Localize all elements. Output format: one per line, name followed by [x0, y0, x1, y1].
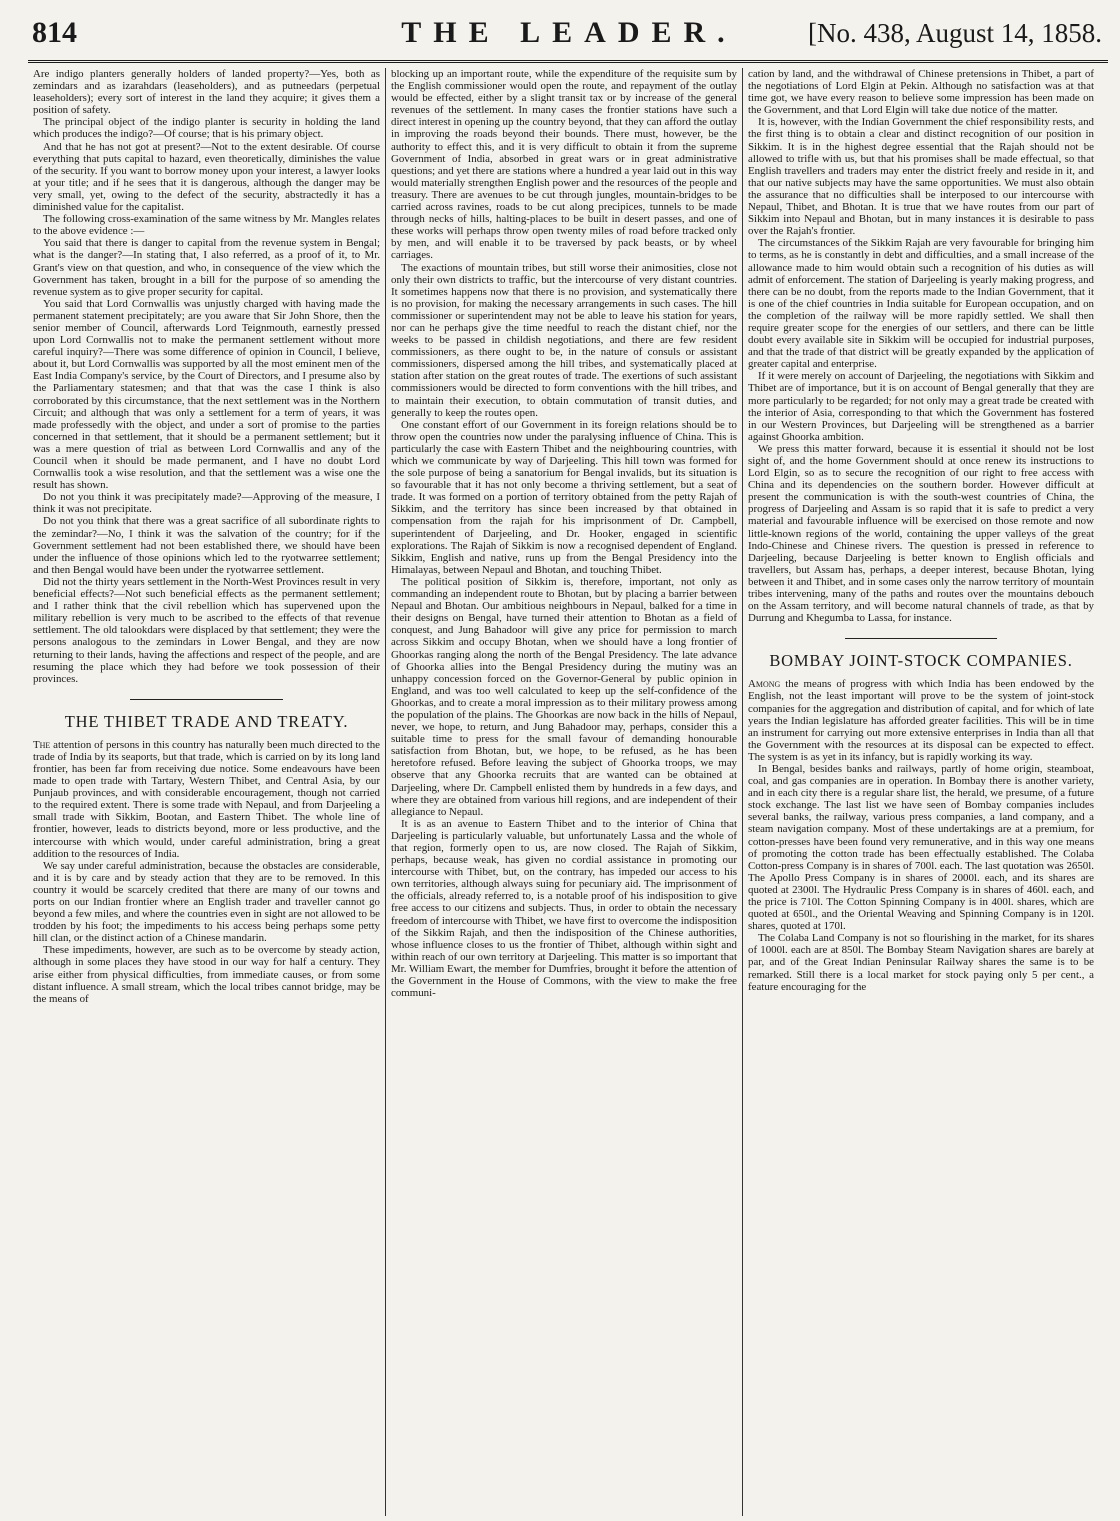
- paragraph: Do not you think that there was a great sacrifice of all subordinate rights to the zemindar?—No, I think it was the salvation of the country; for if the Government settlement had not been established there, we should have been under the influence of those opinions which led to the ryotwarree settlement; and then Bengal would have been under the ryotwarree settlement.: [33, 515, 380, 576]
- article-columns: [28, 68, 1112, 1516]
- column-3: [742, 68, 1099, 1516]
- paragraph: We say under careful administration, because the obstacles are considerable, and it is by care and by steady action that they are to be removed. In this country it would be scarcely credited that there are many of our towns and ports on our Indian frontier where an English trader and traveller cannot go beyond a few miles, and where the countries even in sight are not allowed to be trodden by his foot; the impediments to his access being perhaps some petty hill clan, or the distinct action of a Chinese mandarin.: [33, 859, 380, 945]
- paragraph: And that he has not got at present?—Not to the extent desirable. Of course everything that puts capital to hazard, even theoretically, diminishes the value of the security. If you want to borrow money upon your interest, a lawyer looks at your title; and if he sees that it is dangerous, although the danger may be very small, yet, owing to the defect of the security, abstractedly it has a diminished value for the capitalist.: [33, 140, 380, 214]
- paragraph: It is as an avenue to Eastern Thibet and to the interior of China that Darjeeling is particularly valuable, but unfortunately Lassa and the whole of that region, formerly open to us, are now closed. The Rajah of Sikkim, perhaps, because weak, has given no cordial assistance in promoting our intercourse with Thibet, but, on the contrary, has impeded our access to his own territories, although always suing for pecuniary aid. The imprisonment of the officials, already referred to, is a notable proof of his indisposition to give free access to our citizens and subjects. Thus, in order to obtain the necessary freedom of intercourse with Thibet, we have first to overcome the indisposition of the Sikkim Rajah, and then the indisposition of the Chinese authorities, whose influence closes to us the frontier of Thibet, although within sight and within reach of our own territory at Darjeeling. This matter is so important that Mr. William Ewart, the member for Dumfries, brought it before the attention of the Government in the House of Commons, with the view to make the free communi-: [391, 817, 737, 1000]
- paragraph-text: attention of persons in this country has naturally been much directed to the trade of India by its seaports, but that trade, which is carried on by its long land frontier, has been far from receiving due notice. Some endeavours have been made to open trade with Tartary, Western Thibet, and Central Asia, by our Punjaub provinces, and with considerable encouragement, though not carried to the required extent. There is some trade with Nepaul, and from Darjeeling a small trade with Sikkim, Bootan, and Eastern Thibet. The whole line of frontier, however, leads to districts beyond, more or less productive, and the intercourse with which would, under careful administration, bring a great addition to the resources of India.: [33, 738, 380, 860]
- paragraph: These impediments, however, are such as to be overcome by steady action, although in some places they have stood in our way for half a century. They arise either from physical difficulties, from immediate causes, or from some distant influence. A small stream, which the local tribes cannot bridge, may be the means of: [33, 944, 380, 1005]
- section-divider: [845, 638, 997, 639]
- page-number: 814: [32, 16, 77, 49]
- paragraph: The circumstances of the Sikkim Rajah are very favourable for bringing him to terms, as he is constantly in debt and difficulties, and a small increase of the allowance made to him would obtain such a recognition of his duties as will admit of enforcement. The station of Darjeeling is yearly making progress, and there can be no doubt, from the reports made to the Indian Government, that it is one of the chief countries in India suitable for European occupation, and on the completion of the railway will be more rapidly settled. We shall then require greater scope for the energies of our settlers, and there can be little doubt every available site in Sikkim will be occupied for industrial purposes, and that the trade of that district will be greatly expanded by the application of greater capital and enterprise.: [748, 237, 1094, 371]
- lead-word: The: [33, 738, 51, 751]
- paragraph-text: the means of progress with which India has been endowed by the English, not the least important will prove to be the system of joint-stock companies for the aggregation and distribution of capital, and for which of late years the Indian legislature has afforded greater facilities. This will be in time an instrument for carrying out more extensive enterprises in India than all that the Government with the resources at its disposal can be expected to effect. The system is as yet in its infancy, but is rapidly working its way.: [748, 678, 1094, 763]
- paragraph: If it were merely on account of Darjeeling, the negotiations with Sikkim and Thibet are of importance, but it is on account of Bengal generally that they are more particularly to be regarded; for not only may a great trade be created with the interior of Asia, corresponding to that which the Government has fostered in our Western Provinces, but Darjeeling will be strengthened as a barrier against Ghoorka ambition.: [748, 370, 1094, 443]
- section-divider: [130, 699, 283, 700]
- paragraph: It is, however, with the Indian Government the chief responsibility rests, and the first thing is to obtain a clear and distinct recognition of our position in Sikkim. It is in the highest degree essential that the Rajah should not be allowed to trifle with us, but that his promises shall be made effectual, so that English travellers and traders may enter the district freely and reside in it, and that our native subjects may have the same opportunities. We must also obtain the assurance that no difficulties shall be interposed to our intercourse with Nepaul, Thibet, and Bhotan. It is true that we have routes from our part of Sikkim into Nepaul and Bhotan, but in many instances it is desirable to pass over the Rajah's frontier.: [748, 116, 1094, 238]
- paragraph: You said that Lord Cornwallis was unjustly charged with having made the permanent statement precipitately; are you aware that Sir John Shore, then the senior member of Council, afterwards Lord Teignmouth, earnestly pressed upon Lord Cornwallis not to make the permanent settlement without more careful inquiry?—There was some difference of opinion in Council, I believe, about it, but Lord Cornwallis was supported by all the most eminent men of the East India Company's service, by the Court of Directors, and I presume also by the Parliamentary statesmen; and that that was the case I think is also corroborated by this circumstance, that the next settlement was in the Northern Circuit; and although that was only a settlement for a term of years, it was made professedly with the object, and under a sort of promise to the parties concerned in that settlement, that it should be a permanent settlement; but it was a mere question of trial as between Lord Cornwallis and any of the Council when it should be made permanent, and I have no doubt Lord Cornwallis took a wise resolution, and that the settlement was a wise one the result has shown.: [33, 297, 380, 492]
- paragraph: In Bengal, besides banks and railways, partly of home origin, steamboat, coal, and gas companies are in operation. In Bombay there is another variety, and in each city there is a regular share list, the herald, we presume, of a future stock exchange. The last list we have seen of Bombay companies includes several banks, the railway, various press companies, a land company, and a steam navigation company. Most of these undertakings are at a premium, for cotton-presses have been found very remunerative, and in this way one means of promoting the cotton trade has been effectually established. The Colaba Cotton-press Company is in shares of 700l. each. The last quotation was 2650l. The Apollo Press Company is in shares of 2000l. each, and its shares are quoted at 2300l. The Hydraulic Press Company is in shares of 460l. each, and the price is 710l. The Cotton Spinning Company is in 400l. shares, which are quoted at 650l., and the Oriental Weaving and Spinning Company is in 120l. shares, quoted at 170l.: [748, 762, 1094, 933]
- column-2: [385, 68, 742, 1516]
- article-heading-bombay-companies: BOMBAY JOINT-STOCK COMPANIES.: [769, 651, 1073, 671]
- paragraph: [33, 739, 380, 860]
- paragraph: The political position of Sikkim is, therefore, important, not only as commanding an independent route to Bhotan, but by placing a barrier between Nepaul and Bhotan. Our ambitious neighbours in Nepaul, balked for a time in their designs on Bengal, have turned their attention to Bhotan as a field of conquest, and Jung Bahadoor will give any price for permission to march across Sikkim and occupy Bhotan, when we should have a long frontier of Ghoorkas ranging along the north of the Bengal Presidency. The late advance of Ghoorka allies into the Bengal Presidency during the mutiny was an unhappy concession forced on the Governor-General by public opinion in England, and was too well calculated to keep up the self-confidence of the Ghoorkas, and to create a moral impression as to their military prowess among the population of the plains. The Ghoorkas are now back in the hills of Nepaul, never, we hope, to return, and Jung Bahadoor may, perhaps, consider this a suitable time to press for the small favour of demanding honourable satisfaction from Bhotan, but, we hope, to be refused, as he has been heretofore refused. Before leaving the subject of Ghoorka troops, we may observe that any Ghoorka recruits that are wanted can be obtained at Darjeeling, where Dr. Campbell enlisted them by hundreds in a few days, and where they are obtained from various hill regions, and are independent of their allegiance to Nepaul.: [391, 575, 737, 818]
- lead-word: Among: [748, 678, 781, 691]
- paragraph: One constant effort of our Government in its foreign relations should be to throw open the countries now under the paralysing influence of China. This is particularly the case with Eastern Thibet and the neighbouring countries, with which we communicate by way of Darjeeling. This hill town was formed for the sole purpose of being a sanatorium for Bengal invalids, but its situation is so favourable that it has not only become a thriving settlement, but a seat of trade. It was formed on a portion of territory obtained from the petty Rajah of Sikkim, and the territory has since been increased by that obtained in compensation from the rajah for his imprisonment of Dr. Campbell, superintendent of Darjeeling, and Dr. Hooker, engaged in scientific explorations. The Rajah of Sikkim is now a recognised dependent of England. Sikkim, English and native, runs up from the Bengal Presidency into the Himalayas, between Nepaul and Bhotan, and touching Thibet.: [391, 418, 737, 576]
- issue-date: [No. 438, August 14, 1858.: [807, 18, 1102, 48]
- paragraph: cation by land, and the withdrawal of Chinese pretensions in Thibet, a part of the negotiations of Lord Elgin at Pekin. Although no satisfaction was at that time got, we have every reason to believe some impression has been made on the Government, and that Lord Elgin will take due notice of the matter.: [748, 68, 1094, 117]
- paragraph: [748, 678, 1094, 763]
- paragraph: The Colaba Land Company is not so flourishing in the market, for its shares of 1000l. each are at 850l. The Bombay Steam Navigation shares are barely at par, and of the Great Indian Peninsular Railway shares the same is to be remarked. Still there is a local market for stock paying only 5 per cent., a feature encouraging for the: [748, 932, 1094, 993]
- paragraph: You said that there is danger to capital from the revenue system in Bengal; what is the danger?—In stating that, I also referred, as a proof of it, to Mr. Grant's view on that question, and who, in consequence of the view which the Government has taken, brought in a bill for the purpose of so amending the revenue system as to give proper security for capital.: [33, 237, 380, 298]
- paragraph: The principal object of the indigo planter is security in holding the land which produces the indigo?—Of course; that is his primary object.: [33, 116, 380, 141]
- paragraph: Are indigo planters generally holders of landed property?—Yes, both as zemindars and as izarahdars (leaseholders), and as putneedars (perpetual leaseholders); every sort of interest in the land they acquire; it gives them a position of safety.: [33, 68, 380, 117]
- header-rule: [28, 60, 1108, 63]
- column-1: [28, 68, 385, 1516]
- paragraph: We press this matter forward, because it is essential it should not be lost sight of, and the home Government should at once renew its instructions to Lord Elgin, so as to secure the recognition of our right to free access with China and its dependencies on the southern border. However difficult at present the communication is with the south-west countries of China, the progress of Darjeeling and Assam is so rapid that it is safe to predict a very material and favourable influence will be exercised on those remote and now little-known regions of the world, containing the upper valleys of the great Indo-Chinese and Chinese rivers. The question is pressed in reference to Darjeeling, because Darjeeling is better known to English officials and travellers, but Assam has, perhaps, a deeper interest, because Bhotan, lying between it and Thibet, and in some cases only the narrow territory of mountain tribes intervening, many of the paths and routes over the mountains debouch on the Assam territory, and will become natural channels of trade, as that by Durrung and Khegumba to Lassa, for instance.: [748, 442, 1094, 625]
- paragraph: Do not you think it was precipitately made?—Approving of the measure, I think it was not precipitate.: [33, 491, 380, 516]
- article-heading-thibet-trade: THE THIBET TRADE AND TREATY.: [64, 711, 349, 731]
- paragraph: Did not the thirty years settlement in the North-West Provinces result in very beneficial effects?—Not such beneficial effects as the permanent settlement; and I rather think that the civil rebellion which has supervened upon the military rebellion is very much to be ascribed to the effects of that revenue settlement. The old talookdars were displaced by that settlement; they were the persons analogous to the zemindars in Lower Bengal, and they are now returning to their lands, having the affections and respect of the people, and are resuming the place which they had before we took possession of their provinces.: [33, 575, 380, 685]
- paragraph: The following cross-examination of the same witness by Mr. Mangles relates to the above evidence :—: [33, 213, 380, 238]
- paragraph: blocking up an important route, while the expenditure of the requisite sum by the English commissioner would open the route, and repayment of the outlay would be effected, either by a slight transit tax or by increase of the general revenues of the settlement. In many cases the frontier stations have such a direct interest in opening up the country beyond, that they can afford the outlay in improving the roads beyond their bounds. There must, however, be the authority to effect this, and it is very difficult to obtain it from the supreme Government of India, absorbed in great wars or in great administrative questions; and yet there are stations where a hundred a year laid out in this way would materially strengthen English power and the resources of the people and treasury. There are avenues to be cut through jungles, mountain-bridges to be carried across ravines, roads to be cut along precipices, tunnels to be made through necks of hills, halting-places to be built in desert passes, and one of these works will perhaps throw open twenty miles of road before tracked only by men, and will enable it to be traversed by pack beasts, or by wheel carriages.: [391, 68, 737, 262]
- masthead: [30, 6, 1108, 58]
- paragraph: The exactions of mountain tribes, but still worse their animosities, close not only their own districts to traffic, but the intercourse of very distant countries. It sometimes happens now that there is no provision, and systematically there is no provision, for making the necessary arrangements in such cases. The hill commissioner or superintendent may not be able to leave his station for years, nor can he perhaps give the time needful to reach the distant chief, nor the weeks to be passed in childish negotiations, and there are few resident commissioners, as there ought to be, in the nature of consuls or assistant commissioners, dispersed among the hill tribes, and systematically placed at station after station on the great routes of trade. The exertions of such assistant commissioners would be directed to form conventions with the hill tribes, and to maintain their execution, to obtain commutation of transit duties, and generally to keep the routes open.: [391, 261, 737, 419]
- newspaper-title: THE LEADER.: [401, 16, 737, 49]
